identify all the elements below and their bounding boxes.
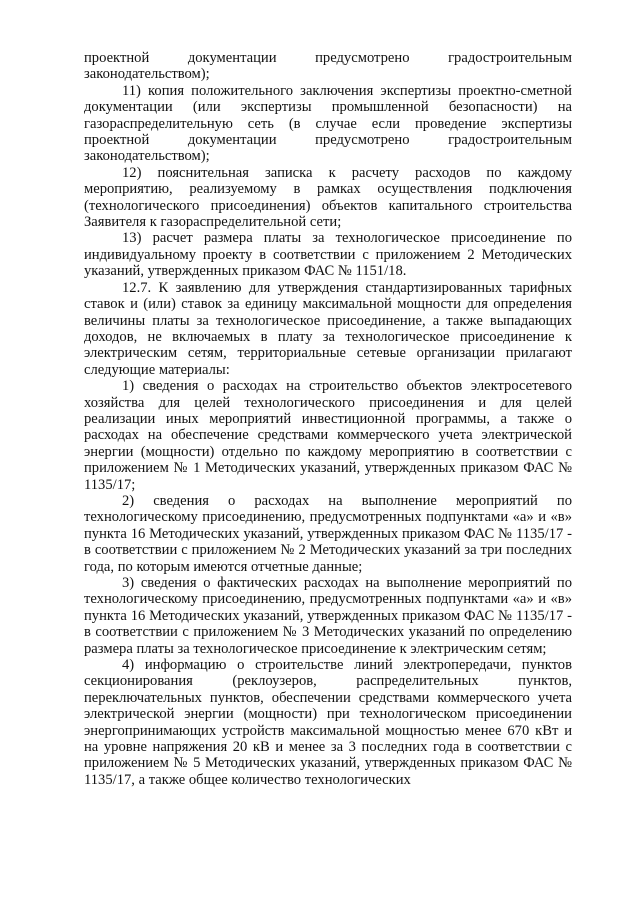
paragraph-item-1: 1) сведения о расходах на строительство объектов электросетевого хозяйства для целей технологического присоединения и для целей реализации иных мероприятий инвестиционной программы, а также о расходах на обеспечение средствами коммерческого учета электрической энергии (мощности) отдельно по каждому мероприятию в соответствии с приложением № 1 Методических указаний, утвержденных приказом ФАС № 1135/17;: [84, 378, 572, 493]
paragraph-item-2: 2) сведения о расходах на выполнение мероприятий по технологическому присоединению, предусмотренных подпунктами «а» и «в» пункта 16 Методических указаний, утвержденных приказом ФАС № 1135/17 - в соответствии с приложением № 2 Методических указаний за три последних года, по которым имеются отчетные данные;: [84, 492, 572, 575]
paragraph-continuation: проектной документации предусмотрено градостроительным законодательством);: [84, 50, 572, 83]
paragraph-item-4: 4) информацию о строительстве линий электропередачи, пунктов секционирования (реклоузеров, распределительных пунктов, переключательных пунктов, обеспечении средствами коммерческого учета электрической энергии (мощности) при технологическом присоединении энергопринимающих устройств максимальной мощностью менее 670 кВт и на уровне напряжения 20 кВ и менее за 3 последних года в соответствии с приложением № 5 Методических указаний, утвержденных приказом ФАС № 1135/17, а также общее количество технологических: [84, 657, 572, 788]
document-page: [84, 50, 572, 788]
paragraph-section-12-7: 12.7. К заявлению для утверждения стандартизированных тарифных ставок и (или) ставок за единицу максимальной мощности для определения величины платы за технологическое присоединение, а также выпадающих доходов, не включаемых в плату за технологическое присоединение к электрическим сетям, территориальные сетевые организации прилагают следующие материалы:: [84, 279, 572, 378]
paragraph-item-11: 11) копия положительного заключения экспертизы проектно-сметной документации (или экспертизы промышленной безопасности) на газораспределительную сеть (в случае если проведение экспертизы проектной документации предусмотрено градостроительным законодательством);: [84, 82, 572, 165]
paragraph-item-12: 12) пояснительная записка к расчету расходов по каждому мероприятию, реализуемому в рамках осуществления подключения (технологического присоединения) объектов капитального строительства Заявителя к газораспределительной сети;: [84, 164, 572, 231]
paragraph-item-13: 13) расчет размера платы за технологическое присоединение по индивидуальному проекту в соответствии с приложением 2 Методических указаний, утвержденных приказом ФАС № 1151/18.: [84, 230, 572, 280]
paragraph-item-3: 3) сведения о фактических расходах на выполнение мероприятий по технологическому присоединению, предусмотренных подпунктами «а» и «в» пункта 16 Методических указаний, утвержденных приказом ФАС № 1135/17 - в соответствии с приложением № 3 Методических указаний по определению размера платы за технологическое присоединение к электрическим сетям;: [84, 575, 572, 657]
